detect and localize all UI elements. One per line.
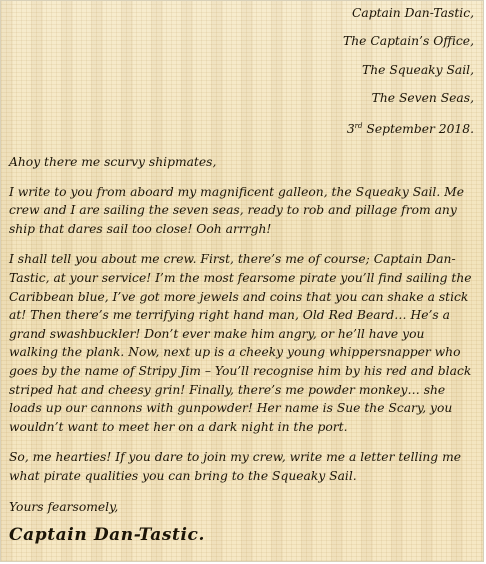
date-rest: September 2018. [362,122,474,137]
paragraph-intro: I write to you from aboard my magnificent galleon, the Squeaky Sail. Me crew and I are sailing the seven seas, ready to rob and pillage from any ship that dares sail too close! Ooh arrrgh! [9,184,465,236]
greeting: Ahoy there me scurvy shipmates, [9,155,217,169]
letter-date [343,118,474,137]
address-location: The Seven Seas, [371,90,474,105]
signature: Captain Dan-Tastic. [9,525,205,545]
sender-address [343,5,474,137]
paragraph-invitation: So, me hearties! If you dare to join my crew, write me a letter telling me what pirate qualities you can bring to the Squeaky Sail. [9,450,462,483]
closing: Yours fearsomely, [9,499,119,514]
date-suffix: rd [354,122,363,131]
address-ship: The Squeaky Sail, [362,62,474,77]
date-day: 3 [346,122,355,137]
address-office: The Captain’s Office, [343,34,474,49]
address-name: Captain Dan-Tastic, [351,6,474,20]
letter-body [9,153,477,528]
paragraph-crew: I shall tell you about me crew. First, there’s me of course; Captain Dan-Tastic, at your service! I’m the most fearsome pirate you’ll find sailing the Caribbean blue, I’ve got more jewels and coins that you can shake a stick at! Then there’s me terrifying right hand man, Old Red Beard… He’s a grand swashbuckler! Don’t ever make him angry, or he’ll have you walking the plank. Now, next up is a cheeky young whippersnapper who goes by the name of Stripy Jim – You’ll recognise him by his red and black striped hat and cheesy grin! Finally, there’s me powder monkey… she loads up our cannons with gunpowder! Her name is Sue the Scary, you wouldn’t want to meet her on a dark night in the port. [9,252,472,434]
